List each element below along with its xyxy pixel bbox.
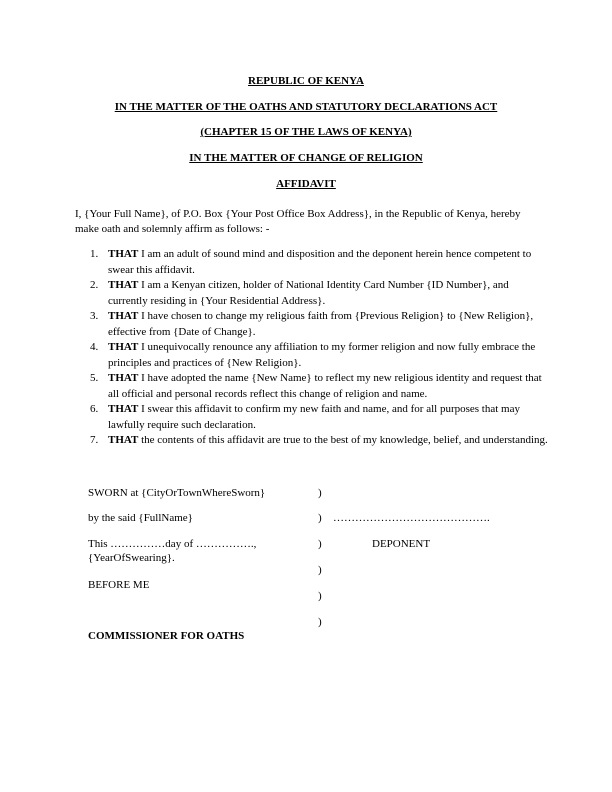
jurat-bracket: ) [318,590,322,602]
heading-republic: REPUBLIC OF KENYA [248,75,364,87]
clause-item [90,371,550,402]
clause-text: the contents of this affidavit are true to the best of my knowledge, belief, and understanding. [138,434,548,446]
clause-lead: THAT [108,279,139,291]
year-of-swearing: {YearOfSwearing}. [88,552,175,564]
clause-number: 7. [90,434,99,446]
clause-item [90,247,550,278]
clause-text: I swear this affidavit to confirm my new faith and name, and for all purposes that may lawfully require such declaration. [108,403,520,431]
clause-number: 1. [90,248,99,260]
before-me: BEFORE ME [88,579,150,591]
jurat-bracket: ) [318,487,322,499]
this-day-line: This ……………day of ……………., [88,538,257,550]
commissioner-for-oaths: COMMISSIONER FOR OATHS [88,630,245,642]
clause-item [90,309,550,340]
clause-number: 4. [90,341,99,353]
clause-text: I have adopted the name {New Name} to reflect my new religious identity and request that all official and personal records reflect this change of religion and name. [108,372,542,400]
jurat-bracket: ) [318,538,322,550]
clause-item [90,433,550,449]
clause-lead: THAT [108,372,139,384]
clause-lead: THAT [108,248,139,260]
jurat-bracket: ) [318,616,322,628]
clause-lead: THAT [108,310,139,322]
clause-number: 3. [90,310,99,322]
clause-text: I am a Kenyan citizen, holder of National Identity Card Number {ID Number}, and currently residing in {Your Residential Address}. [108,279,509,307]
clause-number: 6. [90,403,99,415]
clause-text: I unequivocally renounce any affiliation to my former religion and now fully embrace the principles and practices of {New Religion}. [108,341,536,369]
heading-chapter: (CHAPTER 15 OF THE LAWS OF KENYA) [200,126,412,138]
by-the-said: by the said {FullName} [88,512,193,524]
clause-lead: THAT [108,403,139,415]
clause-text: I have chosen to change my religious faith from {Previous Religion} to {New Religion}, effective from {Date of Change}. [108,310,534,338]
clause-item [90,402,550,433]
clause-lead: THAT [108,434,139,446]
clause-lead: THAT [108,341,139,353]
heading-oaths-act: IN THE MATTER OF THE OATHS AND STATUTORY DECLARATIONS ACT [114,101,498,113]
heading-change-of-religion: IN THE MATTER OF CHANGE OF RELIGION [189,152,423,164]
clause-number: 5. [90,372,99,384]
clauses-list [90,247,550,449]
clause-item [90,340,550,371]
heading-affidavit: AFFIDAVIT [276,178,336,190]
deponent-label: DEPONENT [372,538,431,550]
signature-line: ……………………………………. [333,512,490,524]
clause-number: 2. [90,279,99,291]
clause-text: I am an adult of sound mind and disposition and the deponent herein hence competent to swear this affidavit. [108,248,532,276]
sworn-at: SWORN at {CityOrTownWhereSworn} [88,487,266,499]
intro-paragraph: I, {Your Full Name}, of P.O. Box {Your Post Office Box Address}, in the Republic of Kenya, hereby make oath and solemnly affirm as follows: - [75,208,521,235]
jurat-bracket: ) [318,512,322,524]
clause-item [90,278,550,309]
jurat-bracket: ) [318,564,322,576]
